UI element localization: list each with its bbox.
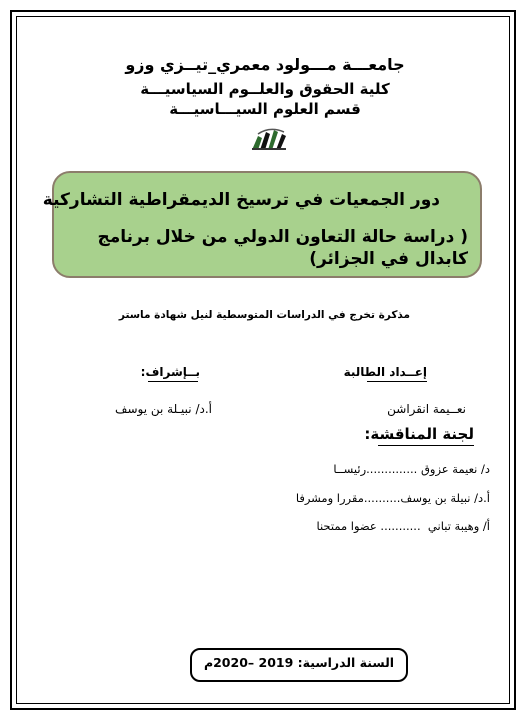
committee-underline bbox=[378, 445, 474, 446]
committee-member: أ.د/ نبيلة بن يوسف..........مقررا ومشرفا bbox=[295, 491, 490, 505]
academic-year: السنة الدراسية: 2019 –2020م bbox=[203, 655, 395, 670]
thesis-title: دور الجمعيات في ترسيخ الديمقراطية التشاركية bbox=[42, 190, 440, 210]
student-name: نعــيمة انقراشن bbox=[387, 402, 466, 416]
faculty-name: كلية الحقوق والعلــوم السياسيـــة bbox=[140, 80, 390, 98]
page-border-inner bbox=[16, 16, 510, 704]
university-logo-icon bbox=[250, 126, 290, 152]
memo-description: مذكرة تخرج في الدراسات المتوسطية لنيل شهادة ماستر bbox=[118, 309, 410, 321]
supervisor-label-underline bbox=[148, 381, 198, 382]
thesis-subtitle: ( دراسة حالة التعاون الدولي من خلال برنامج كابدال في الجزائر) bbox=[97, 227, 468, 269]
supervisor-name: أ.د/ نبيـلة بن يوسف bbox=[115, 402, 212, 416]
committee-member: أ/ وهيبة تباني ........... عضوا ممتحنا bbox=[316, 519, 490, 533]
student-label: إعــداد الطالبة bbox=[343, 365, 427, 379]
department-name: قسم العلوم السيـــاسيـــة bbox=[169, 100, 361, 118]
student-label-underline bbox=[367, 381, 427, 382]
university-name: جامعـــة مـــولود معمري_تيــزي وزو bbox=[125, 55, 405, 74]
committee-member: د/ نعيمة عزوق ..............رئيســا bbox=[333, 462, 490, 476]
committee-heading: لجنة المناقشة: bbox=[364, 425, 474, 443]
supervisor-label: بــإشراف: bbox=[140, 365, 200, 379]
